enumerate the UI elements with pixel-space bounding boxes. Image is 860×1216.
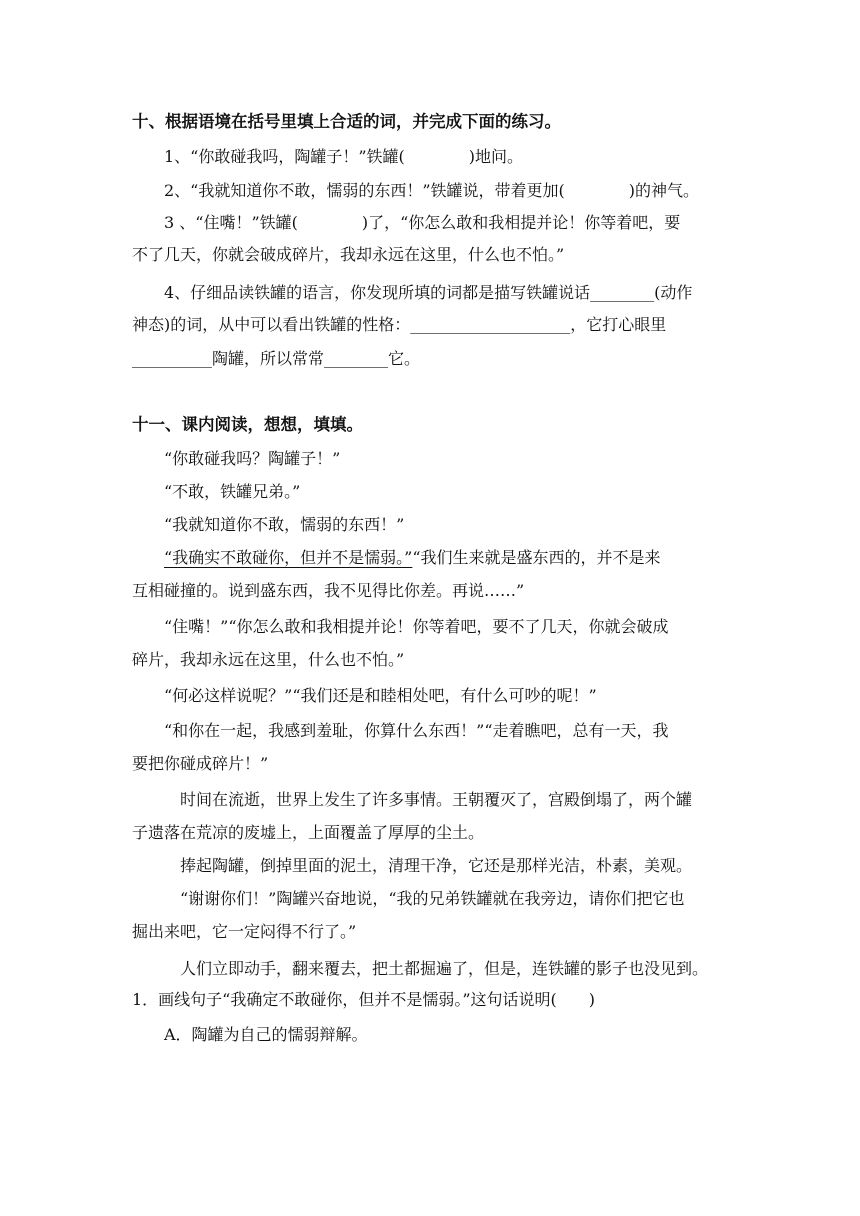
passage-line-6: “何必这样说呢？”“我们还是和睦相处吧，有什么可吵的呢！” [164,686,597,705]
passage-line-5b: 碎片，我却永远在这里，什么也不怕。” [132,650,405,669]
passage-line-9: 捧起陶罐，倒掉里面的泥土，清理干净，它还是那样光洁，朴素，美观。 [180,856,693,875]
passage-line-4b: 互相碰撞的。说到盛东西，我不见得比你差。再说……” [132,581,525,600]
passage-line-8: 时间在流逝，世界上发生了许多事情。王朝覆灭了，宫殿倒塌了，两个罐 [180,790,693,809]
question-10-3-line1: 3 、“住嘴！”铁罐( )了，“你怎么敢和我相提并论！你等着吧，要 [164,213,681,232]
question-11-1: 1．画线句子“我确定不敢碰你，但并不是懦弱。”这句话说明( ) [132,990,596,1009]
section-10-heading: 十、根据语境在括号里填上合适的词，并完成下面的练习。 [132,112,561,131]
underlined-sentence: “我确实不敢碰你，但并不是懦弱。” [164,548,413,567]
passage-line-2: “不敢，铁罐兄弟。” [164,482,301,501]
passage-line-4 [164,547,661,569]
question-10-1: 1、“你敢碰我吗，陶罐子！”铁罐( )地问。 [164,147,524,166]
question-10-4-line3: __________陶罐，所以常常________它。 [132,349,421,368]
question-10-3-line2: 不了几天，你就会破成碎片，我却永远在这里，什么也不怕。” [132,245,565,264]
question-10-4-line2: 神态)的词，从中可以看出铁罐的性格：____________________，它打心眼里 [132,315,667,334]
passage-line-3: “我就知道你不敢，懦弱的东西！” [164,515,405,534]
passage-line-1: “你敢碰我吗？陶罐子！” [164,449,341,468]
question-10-2: 2、“我就知道你不敢，懦弱的东西！”铁罐说，带着更加( )的神气。 [164,181,700,200]
passage-line-10b: 掘出来吧，它一定闷得不行了。” [132,922,357,941]
passage-line-10: “谢谢你们！”陶罐兴奋地说，“我的兄弟铁罐就在我旁边，请你们把它也 [180,889,685,908]
question-11-1-option-a: A．陶罐为自己的懦弱辩解。 [164,1025,368,1044]
passage-line-7: “和你在一起，我感到羞耻，你算什么东西！”“走着瞧吧，总有一天，我 [164,721,669,740]
section-11-heading: 十一、课内阅读，想想，填填。 [132,415,363,434]
passage-line-8b: 子遗落在荒凉的废墟上，上面覆盖了厚厚的尘土。 [132,823,485,842]
passage-line-11: 人们立即动手，翻来覆去，把土都掘遍了，但是，连铁罐的影子也没见到。 [180,959,709,978]
passage-line-4-rest: “我们生来就是盛东西的，并不是来 [412,548,661,567]
passage-line-7b: 要把你碰成碎片！” [132,754,269,773]
question-10-4-line1: 4、仔细品读铁罐的语言，你发现所填的词都是描写铁罐说话________(动作 [164,283,693,302]
passage-line-5: “住嘴！”“你怎么敢和我相提并论！你等着吧，要不了几天，你就会破成 [164,617,669,636]
